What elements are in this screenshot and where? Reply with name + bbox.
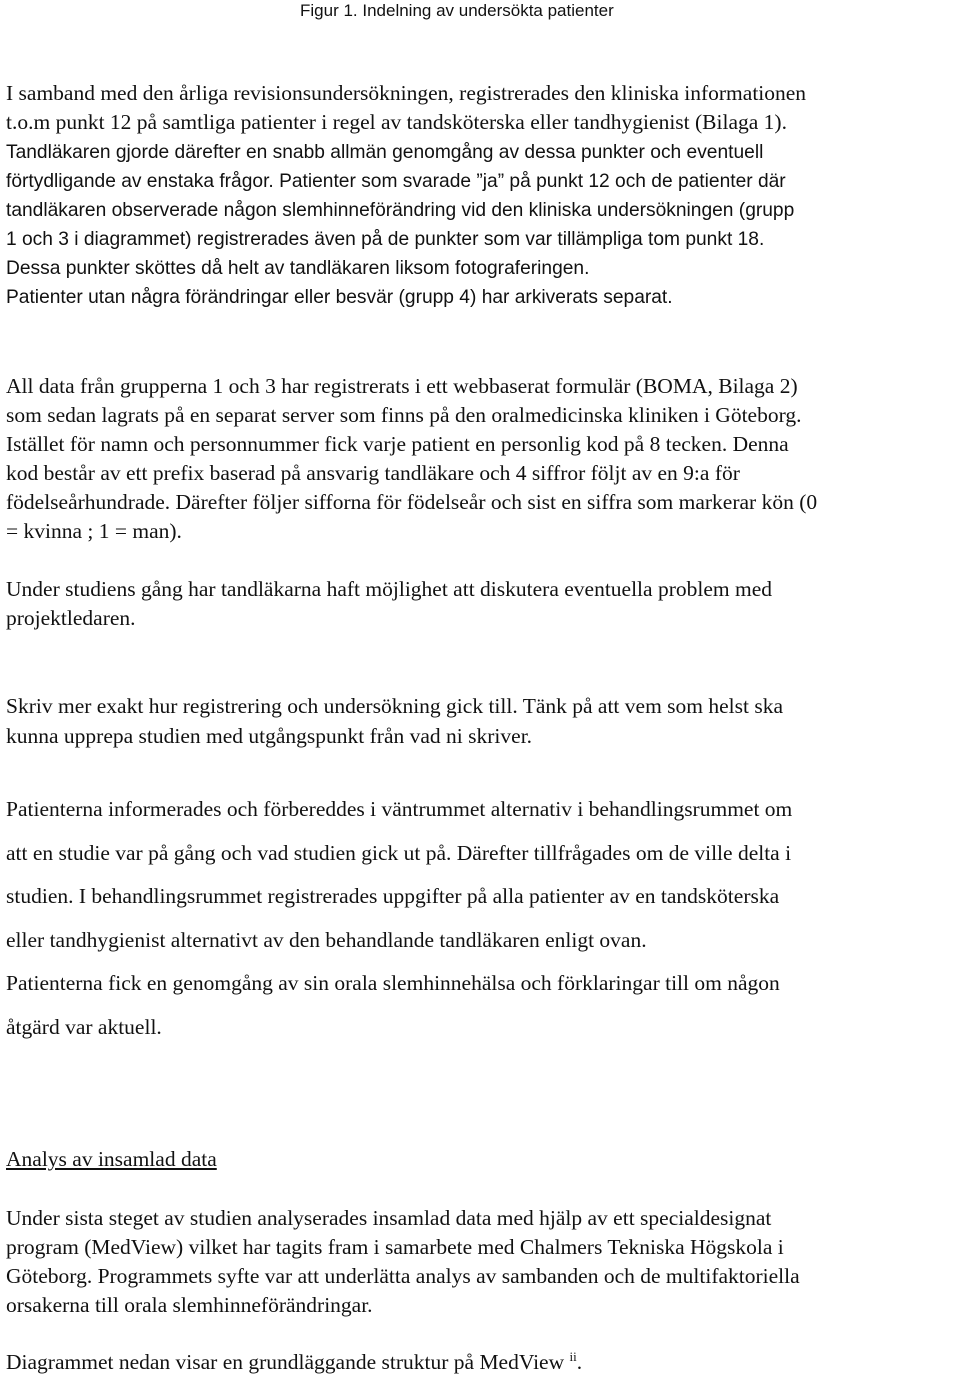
figure-caption: Figur 1. Indelning av undersökta patienter [300,1,614,20]
paragraph-3-line-1: Under studiens gång har tandläkarna haft möjlighet att diskutera eventuella problem med [6,577,772,601]
paragraph-7-line-3: Göteborg. Programmets syfte var att underlätta analys av sambanden och de multifaktoriella [6,1264,800,1288]
paragraph-1-line-6: 1 och 3 i diagrammet) registrerades även på de punkter som var tillämpliga tom punkt 18. [6,229,765,250]
paragraph-1-line-8: Patienter utan några förändringar eller besvär (grupp 4) har arkiverats separat. [6,287,673,308]
paragraph-1-line-1: I samband med den årliga revisionsundersökningen, registrerades den kliniska informationen [6,81,807,105]
paragraph-5-line-2: att en studie var på gång och vad studien gick ut på. Därefter tillfrågades om de ville delta i [6,841,792,865]
paragraph-2-line-2: som sedan lagrats på en separat server som finns på den oralmedicinska kliniken i Göteborg. [6,403,802,427]
paragraph-1-line-2: t.o.m punkt 12 på samtliga patienter i regel av tandsköterska eller tandhygienist (Bilaga 1). [6,110,787,134]
paragraph-8 [6,1348,582,1377]
paragraph-1-line-4 [6,167,786,196]
paragraph-7-line-1: Under sista steget av studien analyserades insamlad data med hjälp av ett specialdesignat [6,1206,772,1230]
paragraph-8-text: Diagrammet nedan visar en grundläggande struktur på MedView [6,1350,570,1374]
paragraph-5-line-1: Patienterna informerades och förbereddes i väntrummet alternativ i behandlingsrummet om [6,797,793,821]
paragraph-7-line-4: orsakerna till orala slemhinneförändringar. [6,1293,373,1317]
paragraph-2-line-6: = kvinna ; 1 = man). [6,519,182,543]
footnote-reference: ii [569,1348,577,1364]
paragraph-1-line-3: Tandläkaren gjorde därefter en snabb allmän genomgång av dessa punkter och eventuell [6,142,764,163]
paragraph-2-line-1: All data från grupperna 1 och 3 har registrerats i ett webbaserat formulär (BOMA, Bilaga 2) [6,374,798,398]
paragraph-1-line-4-part-a: förtydligande av enstaka frågor. [6,171,274,192]
paragraph-1-line-7: Dessa punkter sköttes då helt av tandläkaren liksom fotograferingen. [6,258,590,279]
paragraph-5-line-3: studien. I behandlingsrummet registrerades uppgifter på alla patienter av en tandsköterska [6,884,780,908]
paragraph-6-line-1: Patienterna fick en genomgång av sin orala slemhinnehälsa och förklaringar till om någon [6,971,780,995]
paragraph-1-line-5: tandläkaren observerade någon slemhinneförändring vid den kliniska undersökningen (grupp [6,200,795,221]
paragraph-5-line-4: eller tandhygienist alternativt av den behandlande tandläkaren enligt ovan. [6,928,647,952]
paragraph-4-line-2: kunna upprepa studien med utgångspunkt från vad ni skriver. [6,724,533,748]
paragraph-1-line-4-part-b: Patienter som svarade ”ja” på punkt 12 och de patienter där [273,171,786,192]
paragraph-2-line-3: Istället för namn och personnummer fick varje patient en personlig kod på 8 tecken. Denna [6,432,789,456]
paragraph-7-line-2: program (MedView) vilket har tagits fram i samarbete med Chalmers Tekniska Högskola i [6,1235,784,1259]
paragraph-2-line-4: kod består av ett prefix baserad på ansvarig tandläkare och 4 siffror följt av en 9:a för [6,461,740,485]
paragraph-2-line-5: födelseårhundrade. Därefter följer sifforna för födelseår och sist en siffra som markerar kön (0 [6,490,818,514]
paragraph-8-end: . [576,1350,583,1374]
paragraph-3-line-2: projektledaren. [6,606,136,630]
paragraph-6-line-2: åtgärd var aktuell. [6,1015,162,1039]
section-heading: Analys av insamlad data [6,1147,217,1171]
paragraph-4-line-1: Skriv mer exakt hur registrering och undersökning gick till. Tänk på att vem som helst ska [6,694,784,718]
